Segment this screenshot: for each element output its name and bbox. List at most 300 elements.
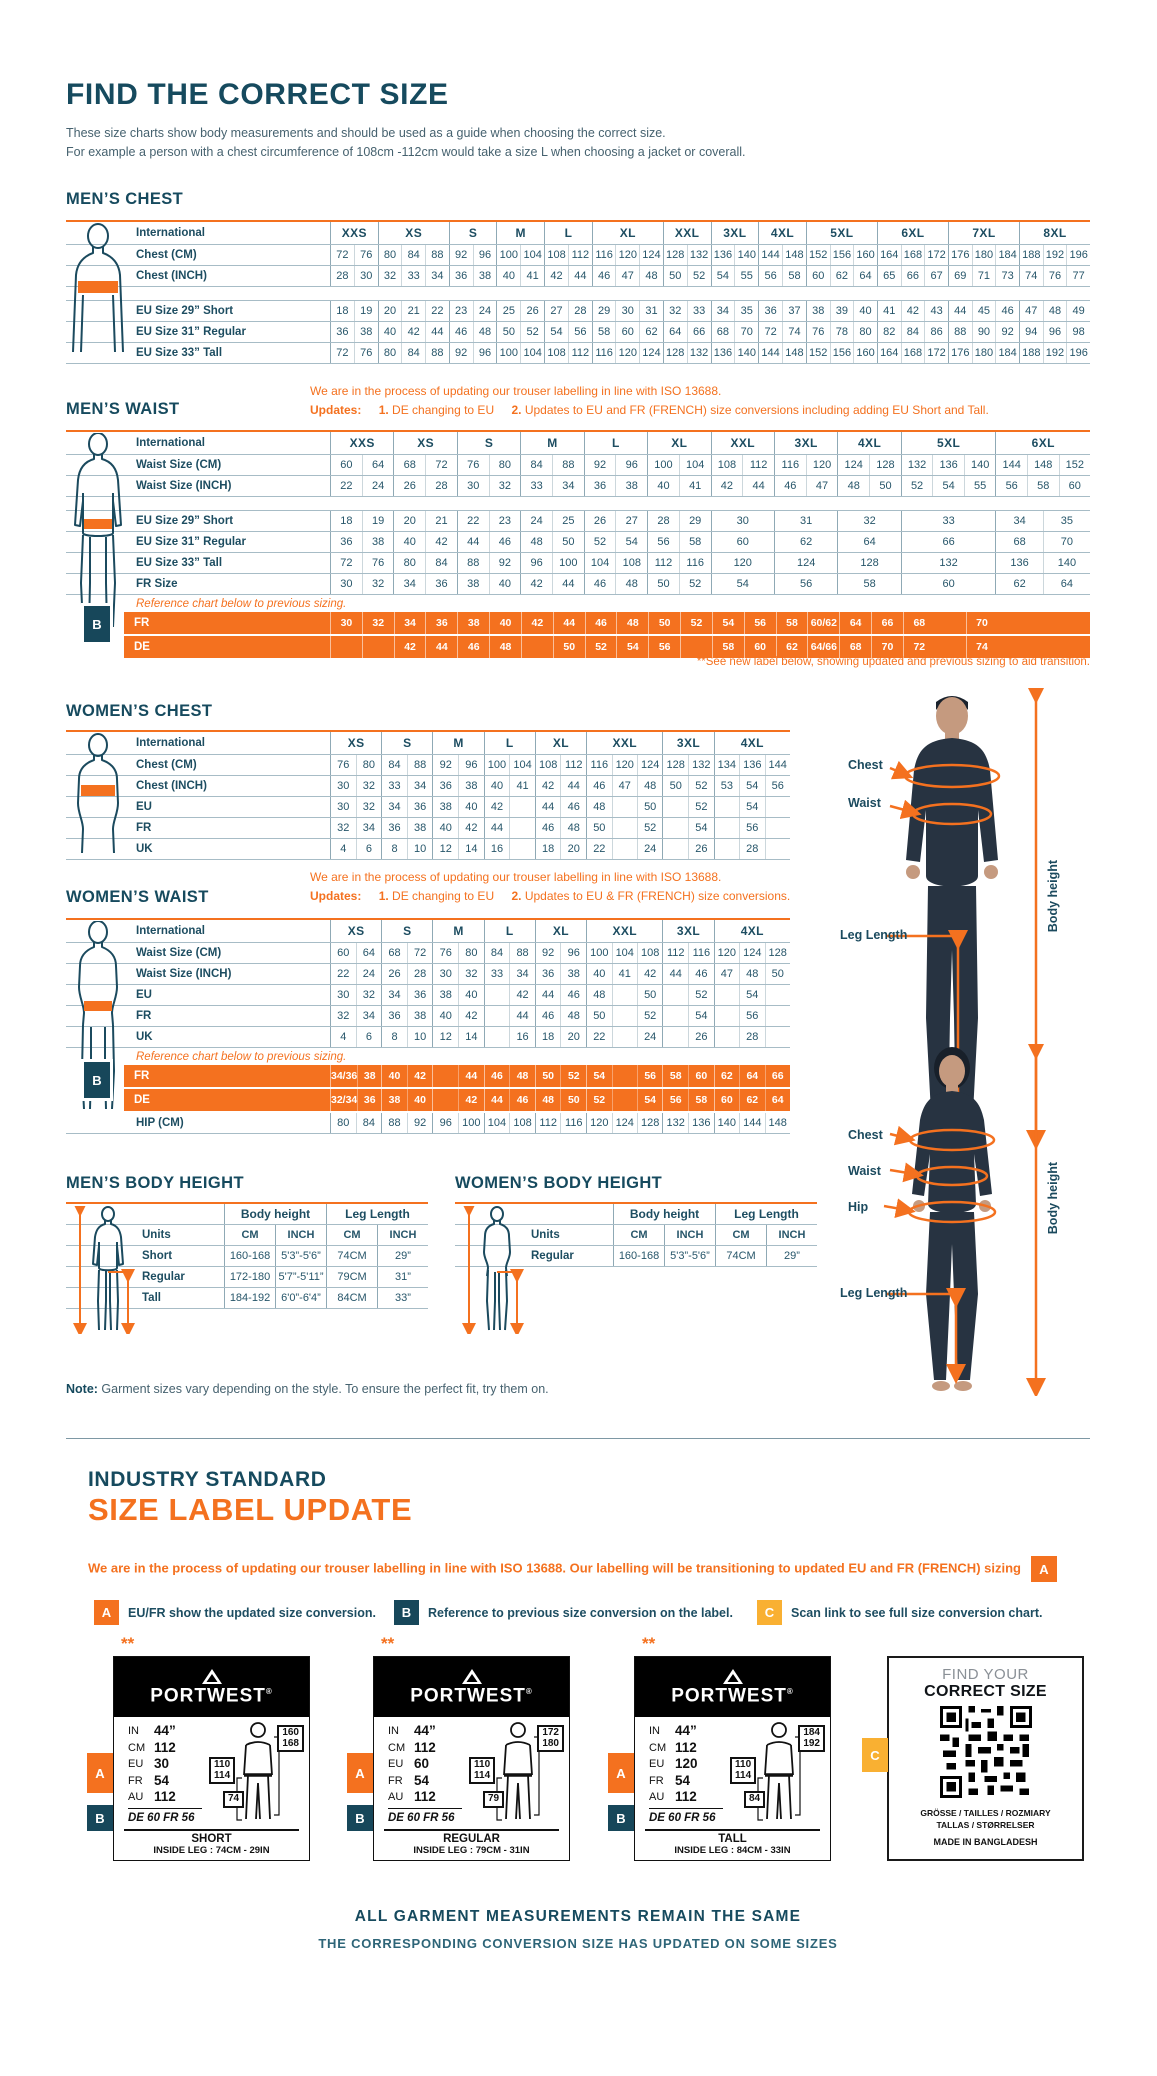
size-value: 34	[388, 801, 401, 813]
size-value: 38	[357, 1065, 381, 1087]
size-value: 14	[458, 839, 484, 859]
row-label: Chest (INCH)	[136, 780, 207, 792]
size-column-header: 3XL	[662, 732, 713, 754]
height-value: 31”	[377, 1267, 428, 1287]
unit-header: INCH	[664, 1225, 715, 1245]
size-value: 56	[1005, 480, 1018, 492]
size-value: 52	[593, 536, 607, 548]
size-value: 48	[847, 480, 860, 492]
size-value: 20	[403, 515, 416, 527]
group-header: Body height	[224, 1204, 326, 1224]
size-value: 62	[1013, 578, 1026, 590]
size-value: 42	[425, 532, 457, 552]
size-value: 52	[637, 1006, 662, 1026]
size-value	[663, 818, 688, 838]
female-measurement-figure	[840, 1044, 1140, 1396]
size-value: 148	[782, 343, 806, 363]
height-value: 33”	[377, 1288, 428, 1308]
size-value: 160	[853, 343, 877, 363]
table-row	[66, 818, 790, 839]
size-column-header: XXL	[663, 222, 711, 244]
size-value: 156	[830, 343, 854, 363]
size-value: 28	[425, 476, 457, 496]
height-value: 74CM	[326, 1246, 377, 1266]
size-value: 60	[688, 1065, 714, 1087]
waist-band	[84, 1001, 112, 1011]
size-value: 80	[403, 557, 416, 569]
size-value: 14	[458, 1027, 484, 1047]
table-row: Tall 184-192 6'0”-6'4” 84CM 33”	[66, 1288, 428, 1309]
size-value: 152	[809, 347, 828, 359]
size-value: 42	[490, 801, 504, 813]
badge-b: B	[394, 1600, 419, 1625]
size-column-header: 6XL	[877, 222, 948, 244]
size-value: 84	[401, 343, 425, 363]
size-value: 48	[593, 801, 606, 813]
size-value: 40	[458, 985, 484, 1005]
size-value: 46	[995, 301, 1019, 321]
height-value: 29”	[766, 1246, 817, 1266]
size-value: 80	[853, 322, 877, 342]
size-value	[509, 797, 535, 817]
value: 112	[675, 1789, 697, 1804]
size-value: 184	[995, 245, 1019, 265]
size-column-header: M	[432, 732, 483, 754]
size-value: 84	[401, 245, 425, 265]
size-value: 47	[1025, 305, 1038, 317]
hip-label: Hip	[848, 1200, 869, 1214]
size-value: 68	[1013, 536, 1026, 548]
size-value: 36	[764, 305, 777, 317]
size-value: 124	[612, 1113, 637, 1133]
size-value: 88	[954, 326, 967, 338]
size-value: 28	[739, 839, 764, 859]
size-value: 128	[869, 455, 901, 475]
size-value: 54	[712, 612, 744, 634]
size-value: 24	[530, 515, 543, 527]
size-column-header: S	[449, 222, 497, 244]
size-value: 82	[883, 326, 896, 338]
size-value: 56	[637, 1065, 662, 1087]
size-value: 104	[520, 245, 544, 265]
size-value: 88	[425, 343, 449, 363]
portwest-diamond-icon	[202, 1669, 222, 1684]
size-value: 96	[439, 1117, 452, 1129]
size-value: 58	[776, 612, 808, 634]
size-value: 36	[439, 780, 452, 792]
table-row	[66, 1027, 790, 1048]
size-value	[509, 818, 535, 838]
size-value: 26	[688, 839, 714, 859]
size-value: 56	[648, 636, 680, 658]
size-value: 62	[830, 266, 854, 286]
size-value	[765, 1006, 790, 1026]
note-line-2: Updates: 1. DE changing to EU 2. Updates to EU & FR (FRENCH) size conversions.	[310, 889, 791, 903]
female-torso-figure	[70, 733, 126, 853]
size-value: 60	[337, 947, 350, 959]
size-value: 128	[637, 1113, 662, 1133]
portwest-logo: PORTWEST®	[114, 1657, 309, 1717]
size-column-header: XS	[330, 732, 381, 754]
size-value: 36	[388, 822, 401, 834]
size-value: 134	[717, 759, 737, 771]
size-value: 18	[542, 1031, 555, 1043]
chest-band	[78, 281, 118, 293]
size-value: 116	[688, 943, 714, 963]
size-value: 8	[391, 843, 398, 855]
size-value: 64	[739, 1065, 764, 1087]
waist-box: 110 114	[469, 1757, 495, 1784]
size-value: 52	[688, 776, 714, 796]
size-value: 140	[717, 1117, 737, 1129]
size-value: 52	[593, 1094, 606, 1106]
previous-sizing: DE 60 FR 56	[649, 1812, 716, 1824]
size-column-header: XXL	[711, 432, 774, 454]
page-title: FIND THE CORRECT SIZE	[66, 78, 449, 111]
table-row	[66, 301, 1090, 322]
size-value: 48	[739, 964, 764, 984]
size-value: 64	[362, 455, 394, 475]
size-column-header: L	[544, 222, 592, 244]
size-value: 164	[880, 347, 899, 359]
size-value: 69	[954, 270, 967, 282]
size-value: 50	[765, 964, 790, 984]
size-value: 73	[995, 266, 1019, 286]
size-value: 42	[458, 818, 484, 838]
note-text: Garment sizes vary depending on the style. To ensure the perfect fit, try them on.	[97, 1382, 549, 1396]
size-value: 48	[542, 1094, 555, 1106]
size-value: 56	[800, 578, 813, 590]
size-value: 90	[972, 322, 996, 342]
size-value: 46	[542, 822, 555, 834]
size-value: 64	[356, 943, 382, 963]
size-value: 32	[863, 515, 876, 527]
badge-b: B	[608, 1805, 634, 1831]
row-label: FR	[136, 822, 152, 834]
size-column-header: 5XL	[901, 432, 996, 454]
size-column-header: 4XL	[758, 222, 806, 244]
table-row	[66, 985, 790, 1006]
size-value: 54	[716, 270, 730, 282]
size-value: 32	[362, 574, 394, 594]
size-value: 120	[717, 947, 737, 959]
label-diagram	[730, 1721, 825, 1825]
size-value: 100	[458, 1113, 484, 1133]
size-value: 38	[407, 1006, 433, 1026]
row-label: EU	[136, 801, 152, 813]
size-value: 74	[782, 322, 806, 342]
size-value	[680, 636, 712, 658]
size-value: 21	[401, 301, 425, 321]
size-value	[663, 797, 688, 817]
size-value: 144	[761, 249, 780, 261]
table-row	[66, 1006, 790, 1027]
size-value: 76	[812, 326, 825, 338]
size-value: 38	[812, 305, 825, 317]
size-value: 22	[593, 843, 606, 855]
size-value: 48	[560, 818, 586, 838]
size-column-header: XXS	[330, 432, 393, 454]
industry-standard-kicker: INDUSTRY STANDARD	[88, 1468, 327, 1491]
size-value: 112	[568, 245, 592, 265]
size-value: 88	[388, 1117, 401, 1129]
value: 44”	[154, 1723, 176, 1738]
table-row: Short 160-168 5'3”-5'6” 74CM 29”	[66, 1246, 428, 1267]
size-value: 140	[1043, 553, 1090, 573]
size-value: 54	[739, 985, 764, 1005]
size-value: 66	[871, 612, 903, 634]
row-label: EU Size 31” Regular	[136, 326, 246, 338]
size-value: 54	[688, 1006, 714, 1026]
size-value: 80	[356, 755, 382, 775]
fit-name: TALL	[718, 1833, 747, 1845]
label-figure	[235, 1721, 281, 1823]
size-value: 50	[560, 1089, 586, 1111]
size-value: 54	[616, 636, 648, 658]
size-value: 47	[806, 476, 838, 496]
size-value: 41	[679, 476, 711, 496]
size-value: 41	[520, 266, 544, 286]
size-value: 36	[336, 326, 349, 338]
unit: CM	[649, 1741, 667, 1754]
size-value: 164	[880, 249, 899, 261]
size-value: 50	[637, 797, 662, 817]
size-value: 84	[530, 459, 543, 471]
size-value: 92	[455, 347, 468, 359]
size-value: 80	[458, 943, 484, 963]
size-value: 116	[781, 459, 800, 471]
table-row	[66, 532, 1090, 553]
size-value: 40	[853, 301, 877, 321]
size-value: 55	[964, 476, 996, 496]
size-value: 77	[1066, 266, 1090, 286]
size-value: 56	[744, 612, 776, 634]
inside-leg: INSIDE LEG : 79CM - 31IN	[413, 1845, 530, 1856]
size-value: 60	[942, 578, 955, 590]
size-column-header: XXS	[330, 222, 378, 244]
size-value: 58	[669, 1070, 682, 1082]
row-label: UK	[136, 1031, 153, 1043]
size-value: 88	[425, 245, 449, 265]
unit: CM	[128, 1741, 146, 1754]
size-value: 36	[357, 1089, 381, 1111]
size-value	[765, 797, 790, 817]
size-value: 64	[839, 612, 871, 634]
size-value: 26	[593, 515, 607, 527]
size-value: 41	[612, 964, 637, 984]
label-measurements	[649, 1723, 698, 1806]
size-value: 180	[972, 343, 996, 363]
value: 30	[154, 1756, 170, 1771]
size-value: 108	[547, 249, 566, 261]
size-value: 44	[560, 776, 586, 796]
size-value: 132	[666, 1117, 685, 1129]
value: 54	[414, 1772, 430, 1788]
size-value: 26	[388, 968, 401, 980]
size-value: 18	[542, 843, 555, 855]
size-value: 60	[812, 270, 825, 282]
size-value: 22	[467, 515, 480, 527]
size-value: 38	[407, 818, 433, 838]
size-value: 88	[407, 755, 433, 775]
label-measurements	[388, 1723, 436, 1806]
table-row	[66, 553, 1090, 574]
size-value: 47	[615, 266, 639, 286]
size-value: 136	[713, 249, 733, 261]
size-value: 184	[995, 343, 1019, 363]
size-value: 40	[657, 480, 670, 492]
chest-band	[81, 785, 115, 796]
size-value: 22	[340, 480, 353, 492]
size-value: 100	[590, 947, 609, 959]
portwest-logo: PORTWEST®	[374, 1657, 569, 1717]
legend-text: EU/FR show the updated size conversion.	[128, 1605, 376, 1620]
size-value: 10	[407, 1027, 433, 1047]
size-value: 140	[964, 455, 996, 475]
table-row	[124, 1065, 790, 1089]
size-value: 80	[489, 455, 521, 475]
mens-waist-heading: MEN’S WAIST	[66, 400, 180, 418]
size-value: 136	[688, 1113, 714, 1133]
row-label: EU Size 29” Short	[136, 515, 234, 527]
size-value: 104	[590, 557, 610, 569]
find-your-text: FIND YOUR	[942, 1666, 1029, 1683]
size-value: 26	[520, 301, 544, 321]
size-value	[612, 797, 637, 817]
size-value: 80	[383, 347, 397, 359]
size-value: 84	[356, 1113, 382, 1133]
legend-text: Scan link to see full size conversion chart.	[791, 1605, 1043, 1620]
size-value: 36	[407, 985, 433, 1005]
size-value: 68	[716, 326, 730, 338]
international-header: International	[136, 925, 206, 937]
size-value: 188	[1022, 347, 1041, 359]
size-value	[362, 636, 394, 658]
size-value: 30	[337, 989, 350, 1001]
size-value: 34	[425, 266, 449, 286]
size-value: 48	[639, 266, 663, 286]
row-label: EU Size 29” Short	[136, 305, 234, 317]
size-value: 104	[487, 1117, 507, 1129]
row-label: EU Size 33” Tall	[136, 557, 223, 569]
size-label-update-title: SIZE LABEL UPDATE	[88, 1492, 413, 1527]
size-value: 140	[734, 245, 758, 265]
label-footer	[645, 1829, 820, 1856]
size-value: 46	[560, 797, 586, 817]
size-value: 26	[688, 1027, 714, 1047]
size-value: 58	[1027, 476, 1059, 496]
waist-box: 110 114	[209, 1757, 235, 1784]
size-value: 156	[830, 245, 854, 265]
size-value: 30	[340, 578, 353, 590]
size-value: 64	[765, 1089, 790, 1111]
value: 112	[414, 1739, 436, 1755]
size-value: 43	[924, 301, 948, 321]
size-value: 68	[903, 612, 935, 634]
size-value: 66	[765, 1065, 790, 1087]
size-value: 42	[407, 1065, 433, 1087]
table-row	[66, 455, 1090, 476]
size-value: 128	[765, 943, 790, 963]
unit: EU	[649, 1758, 665, 1770]
size-value: 30	[330, 612, 362, 634]
value: 120	[675, 1756, 698, 1771]
size-value: 54	[688, 818, 714, 838]
size-value: 25	[502, 305, 515, 317]
size-value: 30	[439, 968, 452, 980]
size-value: 44	[425, 322, 449, 342]
row-label: HIP (CM)	[136, 1117, 184, 1129]
size-value: 21	[425, 511, 457, 531]
garment-note	[66, 1382, 549, 1396]
row-label: FR	[136, 1010, 152, 1022]
male-height-figure	[72, 1206, 136, 1334]
label-footer	[124, 1829, 299, 1856]
badge-c: C	[862, 1738, 888, 1772]
size-value: 72	[336, 249, 349, 261]
asterisks: **	[642, 1634, 656, 1653]
size-column-header: XXL	[586, 732, 662, 754]
size-value: 120	[733, 557, 752, 569]
size-value: 64	[669, 326, 682, 338]
size-value: 56	[739, 818, 764, 838]
size-value: 12	[439, 1031, 452, 1043]
label-diagram	[469, 1721, 564, 1825]
size-value: 38	[467, 578, 480, 590]
size-value: 100	[654, 459, 673, 471]
size-value: 32	[362, 612, 394, 634]
size-value: 76	[354, 245, 378, 265]
size-column-header: XL	[592, 222, 663, 244]
portwest-diamond-icon	[723, 1669, 743, 1684]
table-row	[66, 511, 1090, 532]
unit: IN	[388, 1725, 399, 1737]
size-value: 100	[499, 249, 518, 261]
height-value: 160-168	[613, 1246, 664, 1266]
size-value: 120	[615, 245, 639, 265]
row-label: Waist Size (CM)	[136, 947, 222, 959]
size-value: 92	[489, 553, 521, 573]
size-value: 36	[425, 574, 457, 594]
size-value: 48	[530, 536, 543, 548]
size-value: 96	[530, 557, 543, 569]
table-row: Regular 160-168 5'3”-5'6” 74CM 29”	[455, 1246, 817, 1267]
size-value: 48	[1043, 301, 1067, 321]
size-value: 38	[439, 989, 452, 1001]
note-line-2: Updates: 1. DE changing to EU 2. Updates to EU and FR (FRENCH) size conversions including adding EU Short and Tall.	[310, 403, 989, 417]
size-value: 40	[502, 270, 515, 282]
size-value: 47	[720, 968, 733, 980]
size-value: 28	[568, 301, 592, 321]
size-value: 72	[340, 557, 353, 569]
size-value: 72	[407, 943, 433, 963]
size-column-header: M	[432, 920, 483, 942]
legend-item	[94, 1600, 376, 1625]
size-value: 46	[593, 578, 607, 590]
size-value: 124	[739, 943, 764, 963]
size-value: 54	[739, 797, 764, 817]
size-value: 28	[336, 270, 349, 282]
size-value: 32	[356, 797, 382, 817]
size-value: 152	[1059, 455, 1091, 475]
value: 112	[154, 1789, 176, 1804]
size-value: 31	[800, 515, 813, 527]
table-row	[66, 776, 790, 797]
label-diagram	[209, 1721, 304, 1825]
size-value: 78	[830, 322, 854, 342]
size-value: 32	[337, 822, 350, 834]
size-value: 88	[467, 557, 480, 569]
